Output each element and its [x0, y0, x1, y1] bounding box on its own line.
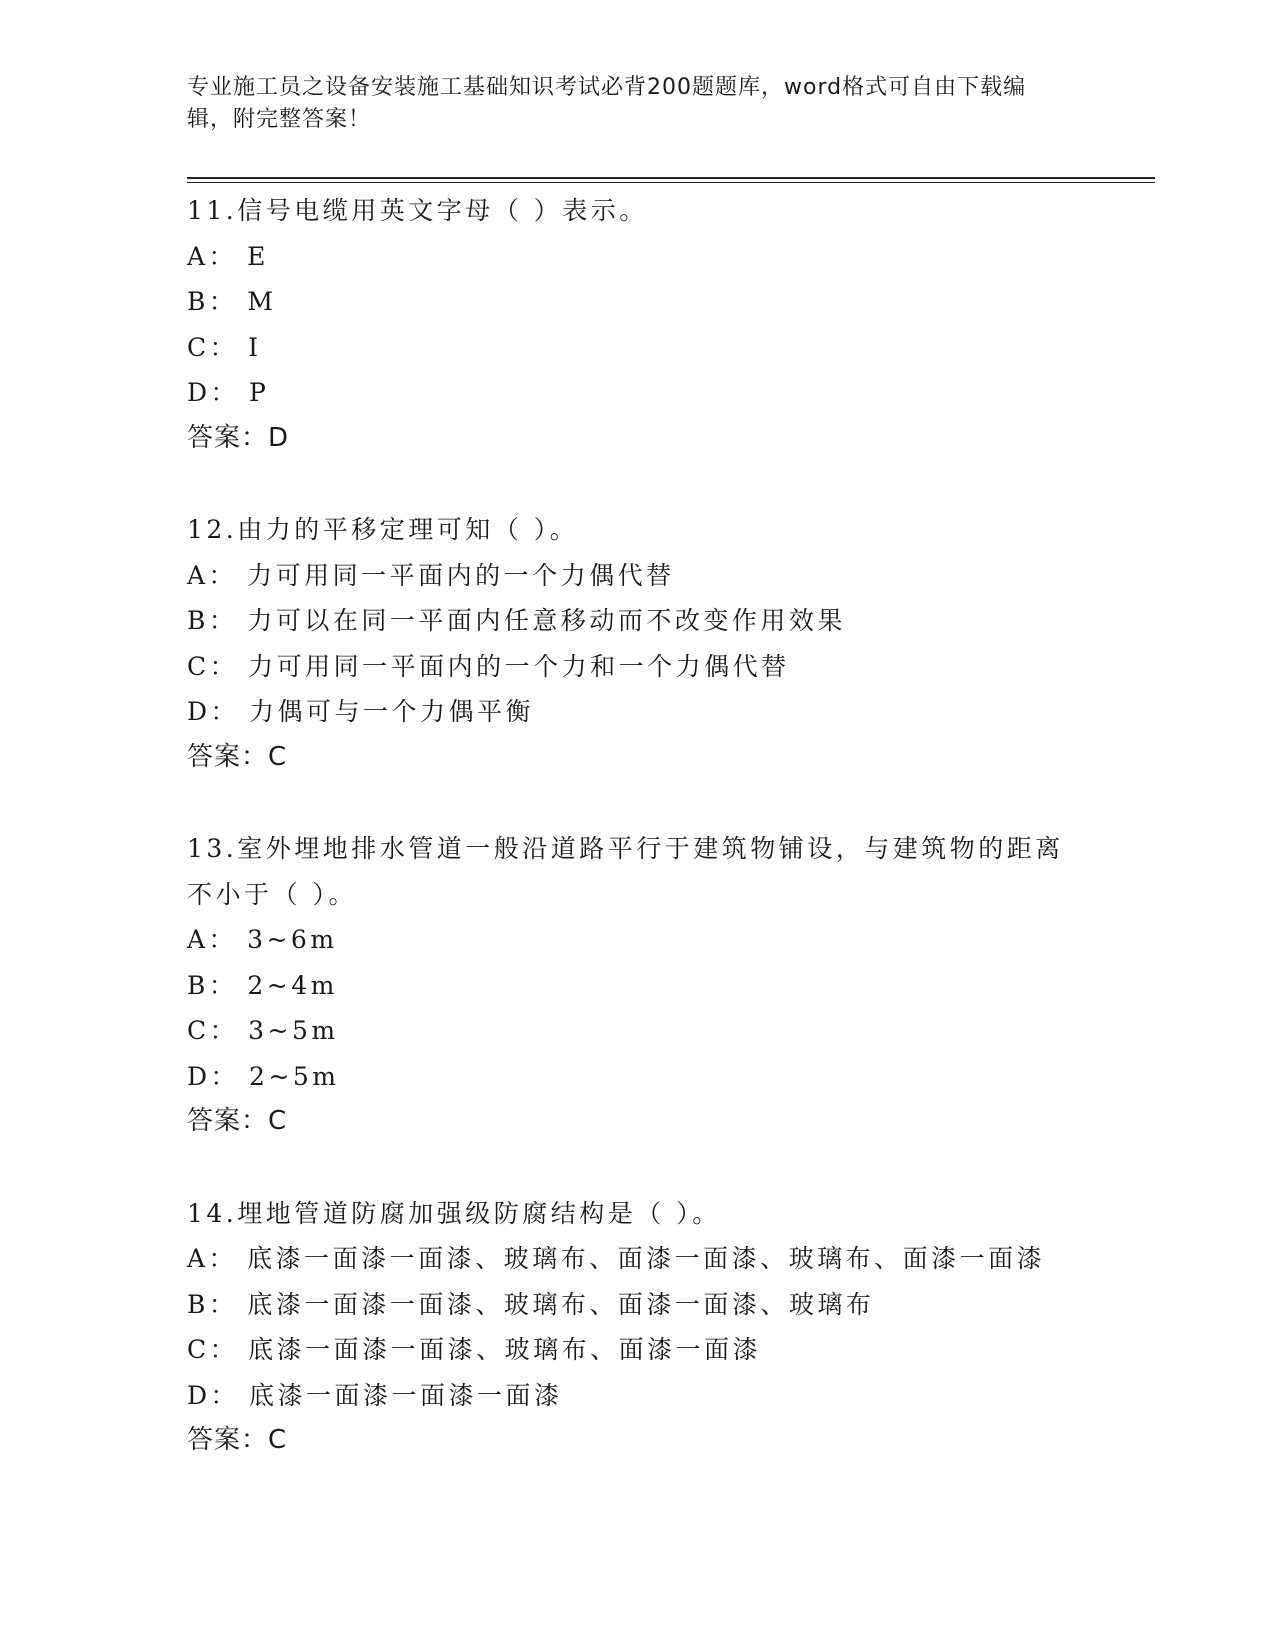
option-text: 力偶可与一个力偶平衡: [249, 697, 535, 726]
option-letter: D：: [187, 697, 240, 726]
option-letter: A：: [187, 560, 238, 590]
option-text: 力可用同一平面内的一个力偶代替: [247, 560, 675, 590]
option-a: [187, 1236, 1087, 1282]
option-c: [187, 1327, 1087, 1373]
option-b: [187, 963, 1087, 1009]
option-b: [187, 598, 1087, 644]
answer-line: 答案：C: [187, 741, 288, 772]
option-d: [187, 689, 1087, 735]
option-text: 底漆一面漆一面漆、玻璃布、面漆一面漆、玻璃布: [247, 1289, 875, 1319]
question-13: [187, 826, 1087, 1145]
question-14: [187, 1191, 1087, 1464]
option-text: 底漆一面漆一面漆一面漆: [249, 1380, 563, 1410]
option-letter: D：: [187, 1061, 240, 1091]
option-text: P: [249, 378, 270, 407]
question-11: [187, 188, 1087, 461]
question-stem: 11.信号电缆用英文字母（ ）表示。: [187, 196, 648, 225]
option-c: [187, 1008, 1087, 1054]
question-stem: 12.由力的平移定理可知（ ）。: [187, 515, 579, 544]
option-letter: A：: [187, 925, 238, 954]
option-text: 力可以在同一平面内任意移动而不改变作用效果: [247, 606, 846, 635]
option-text: 3~5m: [248, 1016, 339, 1045]
option-letter: A：: [187, 1244, 238, 1273]
option-text: I: [248, 332, 262, 362]
option-letter: C：: [187, 651, 239, 681]
option-d: [187, 1054, 1087, 1100]
option-letter: C：: [187, 1016, 239, 1045]
option-letter: B：: [187, 1289, 238, 1319]
option-b: [187, 279, 1087, 325]
option-letter: A：: [187, 241, 238, 271]
option-c: [187, 325, 1087, 371]
option-d: [187, 1373, 1087, 1419]
option-a: [187, 553, 1087, 599]
option-letter: B：: [187, 287, 238, 316]
header-divider-thin: [187, 182, 1155, 183]
option-letter: B：: [187, 606, 238, 635]
question-stem: 13.室外埋地排水管道一般沿道路平行于建筑物铺设，与建筑物的距离不小于（ ）。: [187, 834, 1064, 909]
option-a: [187, 234, 1087, 280]
option-letter: B：: [187, 970, 238, 1000]
answer-line: 答案：C: [187, 1106, 288, 1136]
option-letter: D：: [187, 378, 240, 407]
option-d: [187, 370, 1087, 416]
document-title: 专业施工员之设备安装施工基础知识考试必背200题题库，word格式可自由下载编辑，附完整答案！: [187, 75, 1027, 132]
answer-line: 答案：C: [187, 1425, 288, 1455]
option-text: 2~5m: [249, 1061, 340, 1091]
option-text: M: [247, 287, 277, 316]
question-12: [187, 507, 1087, 780]
option-text: 底漆一面漆一面漆、玻璃布、面漆一面漆、玻璃布、面漆一面漆: [247, 1244, 1046, 1273]
question-stem: 14.埋地管道防腐加强级防腐结构是（ ）。: [187, 1198, 721, 1228]
option-text: 力可用同一平面内的一个力和一个力偶代替: [248, 651, 790, 681]
option-text: 3~6m: [247, 925, 338, 954]
option-letter: C：: [187, 1335, 239, 1364]
question-list: [187, 188, 1087, 1510]
option-b: [187, 1282, 1087, 1328]
option-letter: D：: [187, 1380, 240, 1410]
answer-line: 答案：D: [187, 422, 290, 453]
option-text: 2~4m: [247, 970, 338, 1000]
option-letter: C：: [187, 332, 239, 362]
option-c: [187, 644, 1087, 690]
option-text: E: [247, 241, 269, 271]
option-text: 底漆一面漆一面漆、玻璃布、面漆一面漆: [248, 1335, 762, 1364]
header-divider-thick: [187, 177, 1155, 179]
option-a: [187, 917, 1087, 963]
